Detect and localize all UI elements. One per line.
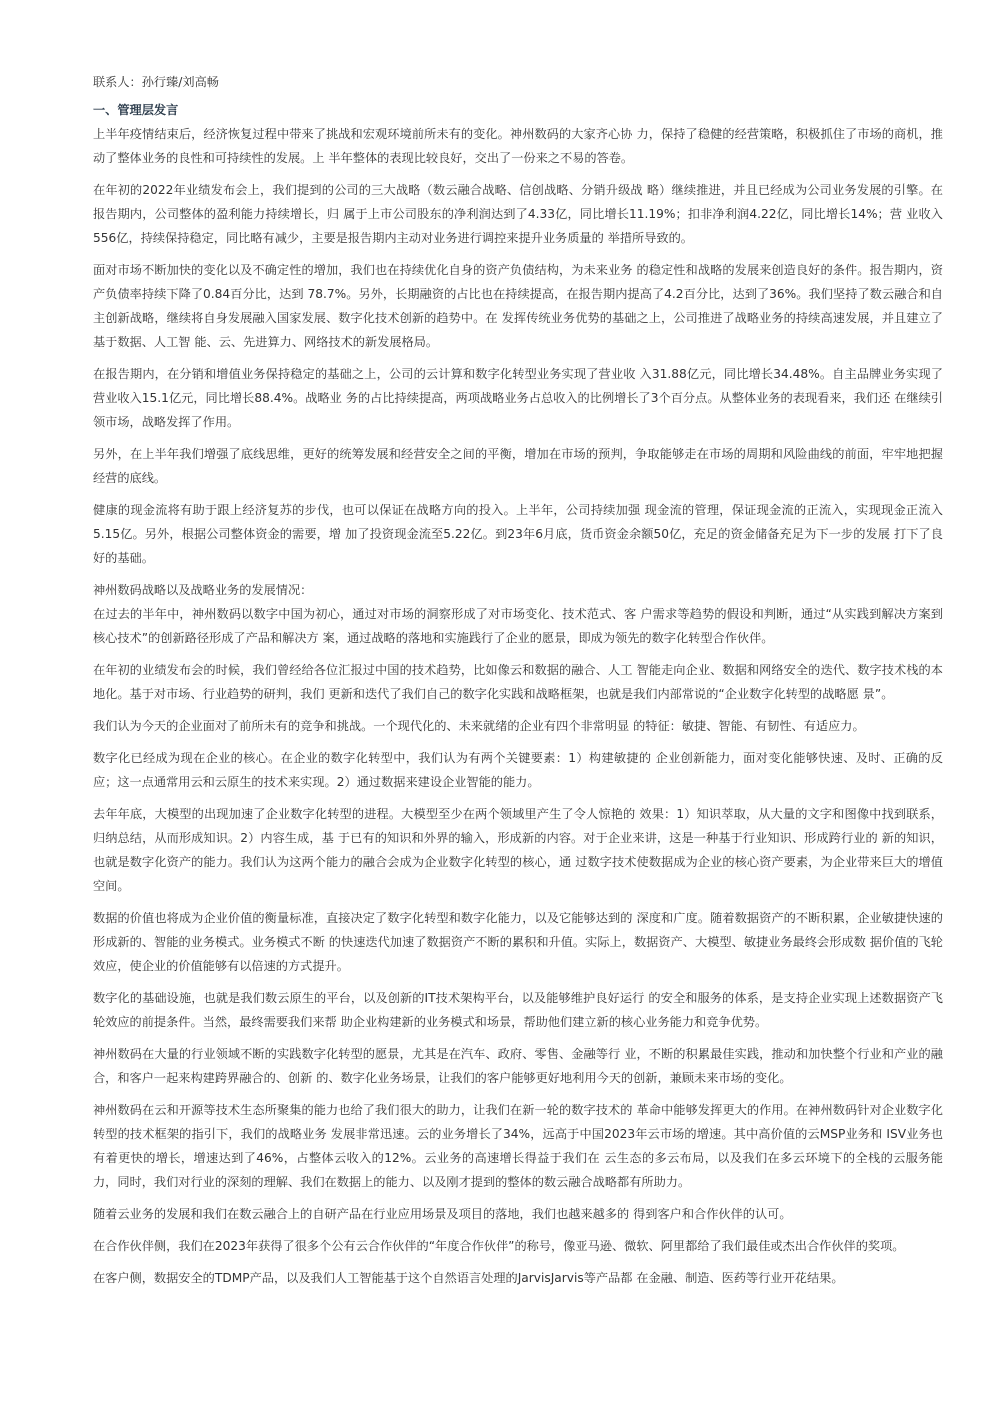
paragraph: 另外，在上半年我们增强了底线思维，更好的统筹发展和经营安全之间的平衡，增加在市场的预判，争取能够走在市场的周期和风险曲线的前面，牢牢地把握经营的底线。: [93, 447, 943, 485]
paragraph: 去年年底，大模型的出现加速了企业数字化转型的进程。大模型至少在两个领域里产生了令人惊艳的 效果：1）知识萃取，从大量的文字和图像中找到联系，归纳总结，从而形成知识。2）内容生成，基 于已有的知识和外界的输入，形成新的内容。对于企业来讲，这是一种基于行业知识、形成跨行业的 新的知识，也就是数字化资产的能力。我们认为这两个能力的融合会成为企业数字化转型的核心，通 过数字技术使数据成为企业的核心资产要素，为企业带来巨大的增值空间。: [93, 807, 943, 893]
paragraph: 在年初的2022年业绩发布会上，我们提到的公司的三大战略（数云融合战略、信创战略、分销升级战 略）继续推进，并且已经成为公司业务发展的引擎。在报告期内，公司整体的盈利能力持续增长，归 属于上市公司股东的净利润达到了4.33亿，同比增长11.19%；扣非净利润4.22亿，同比增长14%；营 业收入556亿，持续保持稳定，同比略有减少，主要是报告期内主动对业务进行调控来提升业务质量的 举措所导致的。: [93, 183, 943, 245]
paragraph: 在年初的业绩发布会的时候，我们曾经给各位汇报过中国的技术趋势，比如像云和数据的融合、人工 智能走向企业、数据和网络安全的迭代、数字技术栈的本地化。基于对市场、行业趋势的研判，我们 更新和迭代了我们自己的数字化实践和战略框架，也就是我们内部常说的“企业数字化转型的战略愿 景”。: [93, 663, 943, 701]
section-title: 一、管理层发言: [93, 103, 179, 117]
paragraph: 我们认为今天的企业面对了前所未有的竞争和挑战。一个现代化的、未来就绪的企业有四个非常明显 的特征：敏捷、智能、有韧性、有适应力。: [93, 719, 865, 733]
paragraph: 在过去的半年中，神州数码以数字中国为初心，通过对市场的洞察形成了对市场变化、技术范式、客 户需求等趋势的假设和判断，通过“从实践到解决方案到核心技术”的创新路径形成了产品和解决方 案，通过战略的落地和实施践行了企业的愿景，即成为领先的数字化转型合作伙伴。: [93, 607, 943, 645]
paragraph: 在报告期内，在分销和增值业务保持稳定的基础之上，公司的云计算和数字化转型业务实现了营业收 入31.88亿元，同比增长34.48%。自主品牌业务实现了营业收入15.1亿元，同比增长88.4%。战略业 务的占比持续提高，两项战略业务占总收入的比例增长了3个百分点。从整体业务的表现看来，我们还 在继续引领市场，战略发挥了作用。: [93, 367, 943, 429]
paragraph: 数据的价值也将成为企业价值的衡量标准，直接决定了数字化转型和数字化能力，以及它能够达到的 深度和广度。随着数据资产的不断积累，企业敏捷快速的形成新的、智能的业务模式。业务模式不断 的快速迭代加速了数据资产不断的累积和升值。实际上，数据资产、大模型、敏捷业务最终会形成数 据价值的飞轮效应，使企业的价值能够有以倍速的方式提升。: [93, 911, 943, 973]
paragraph: 上半年疫情结束后，经济恢复过程中带来了挑战和宏观环境前所未有的变化。神州数码的大家齐心协 力，保持了稳健的经营策略，积极抓住了市场的商机，推动了整体业务的良性和可持续性的发展。上 半年整体的表现比较良好，交出了一份来之不易的答卷。: [93, 127, 943, 165]
paragraph: 在合作伙伴侧，我们在2023年获得了很多个公有云合作伙伴的“年度合作伙伴”的称号，像亚马逊、微软、阿里都给了我们最佳或杰出合作伙伴的奖项。: [93, 1239, 905, 1253]
paragraph: 面对市场不断加快的变化以及不确定性的增加，我们也在持续优化自身的资产负债结构，为未来业务 的稳定性和战略的发展来创造良好的条件。报告期内，资产负债率持续下降了0.84百分比，达到 78.7%。另外，长期融资的占比也在持续提高，在报告期内提高了4.2百分比，达到了36%。我们坚持了数云融合和自主创新战略，继续将自身发展融入国家发展、数字化技术创新的趋势中。在 发挥传统业务优势的基础之上，公司推进了战略业务的持续高速发展，并且建立了基于数据、人工智 能、云、先进算力、网络技术的新发展格局。: [93, 263, 943, 349]
paragraph: 数字化已经成为现在企业的核心。在企业的数字化转型中，我们认为有两个关键要素：1）构建敏捷的 企业创新能力，面对变化能够快速、及时、正确的反应；这一点通常用云和云原生的技术来实现。2）通过数据来建设企业智能的能力。: [93, 751, 943, 789]
paragraph: 数字化的基础设施，也就是我们数云原生的平台，以及创新的IT技术架构平台，以及能够维护良好运行 的安全和服务的体系，是支持企业实现上述数据资产飞轮效应的前提条件。当然，最终需要我们来帮 助企业构建新的业务模式和场景，帮助他们建立新的核心业务能力和竞争优势。: [93, 991, 943, 1029]
paragraph: 健康的现金流将有助于跟上经济复苏的步伐，也可以保证在战略方向的投入。上半年，公司持续加强 现金流的管理，保证现金流的正流入，实现现金正流入5.15亿。另外，根据公司整体资金的需要，增 加了投资现金流至5.22亿。到23年6月底，货币资金余额50亿，充足的资金储备充足为下一步的发展 打下了良好的基础。: [93, 503, 943, 565]
subsection-title: 神州数码战略以及战略业务的发展情况：: [93, 583, 313, 597]
document-page: [93, 70, 943, 1298]
paragraph: 神州数码在云和开源等技术生态所聚集的能力也给了我们很大的助力，让我们在新一轮的数字技术的 革命中能够发挥更大的作用。在神州数码针对企业数字化转型的技术框架的指引下，我们的战略业务 发展非常迅速。云的业务增长了34%，远高于中国2023年云市场的增速。其中高价值的云MSP业务和 ISV业务也有着更快的增长，增速达到了46%，占整体云收入的12%。云业务的高速增长得益于我们在 云生态的多云布局，以及我们在多云环境下的全栈的云服务能力，同时，我们对行业的深刻的理解、我们在数据上的能力、以及刚才提到的整体的数云融合战略都有所助力。: [93, 1103, 943, 1189]
contact-line: 联系人：孙行臻/刘高畅: [93, 75, 219, 89]
paragraph: 随着云业务的发展和我们在数云融合上的自研产品在行业应用场景及项目的落地，我们也越来越多的 得到客户和合作伙伴的认可。: [93, 1207, 792, 1221]
paragraph: 神州数码在大量的行业领域不断的实践数字化转型的愿景，尤其是在汽车、政府、零售、金融等行 业，不断的积累最佳实践，推动和加快整个行业和产业的融合，和客户一起来构建跨界融合的、创新 的、数字化业务场景，让我们的客户能够更好地利用今天的创新，兼顾未来市场的变化。: [93, 1047, 943, 1085]
paragraph: 在客户侧，数据安全的TDMP产品，以及我们人工智能基于这个自然语言处理的JarvisJarvis等产品都 在金融、制造、医药等行业开花结果。: [93, 1271, 844, 1285]
